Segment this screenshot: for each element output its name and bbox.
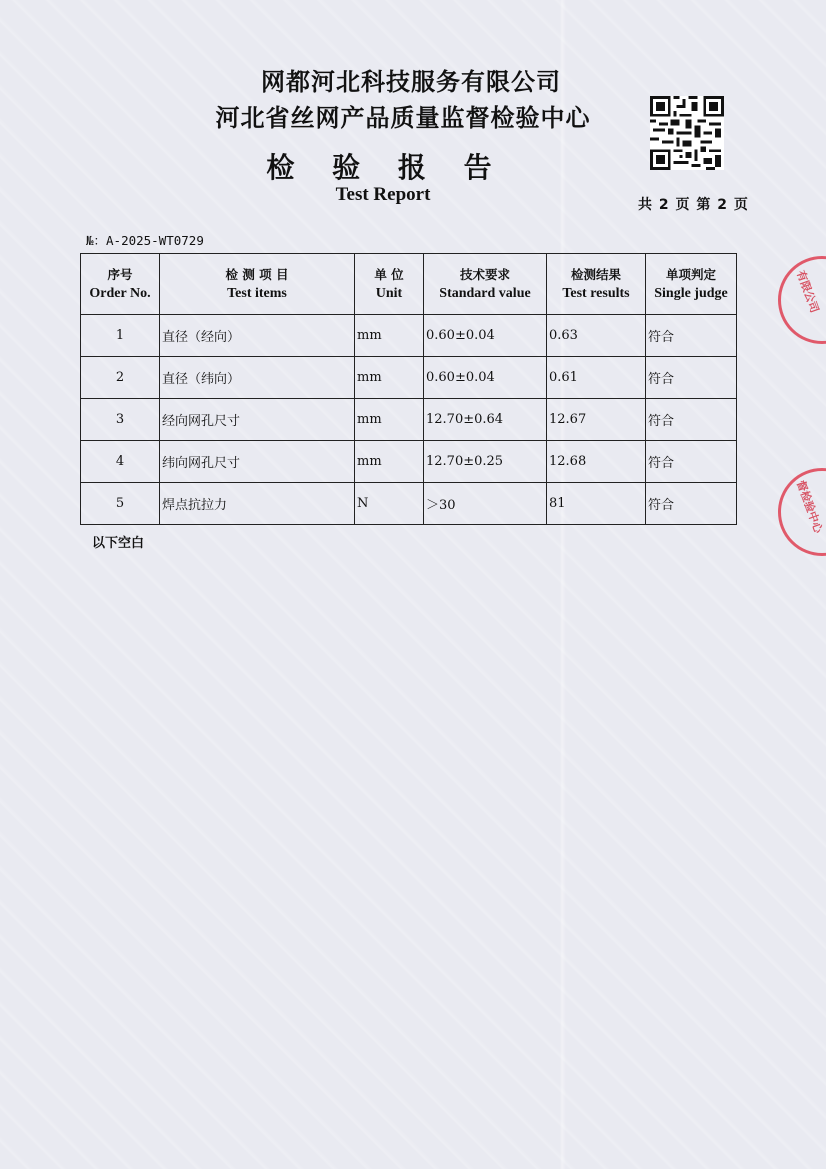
table-row xyxy=(81,315,737,357)
cell-test-item: 焊点抗拉力 xyxy=(160,483,355,525)
table-row xyxy=(81,441,737,483)
cell-unit: N xyxy=(355,483,424,525)
cell-judge: 符合 xyxy=(646,399,737,441)
cell-judge: 符合 xyxy=(646,357,737,399)
table-row xyxy=(81,399,737,441)
cell-unit: mm xyxy=(355,315,424,357)
cell-standard-value: ＞30 xyxy=(424,483,547,525)
cell-test-item: 纬向网孔尺寸 xyxy=(160,441,355,483)
report-title-en: Test Report xyxy=(335,184,431,205)
cell-test-result: 12.67 xyxy=(547,399,646,441)
inspection-center-name: 河北省丝网产品质量监督检验中心 xyxy=(215,104,591,132)
header-test-items: 检 测 项 目 Test items xyxy=(160,254,355,315)
qr-code-icon xyxy=(650,96,724,170)
cell-standard-value: 0.60±0.04 xyxy=(424,357,547,399)
cell-test-result: 12.68 xyxy=(547,441,646,483)
company-seal-text: 有限公司 xyxy=(793,268,822,315)
blank-below-note: 以下空白 xyxy=(92,536,145,551)
cell-order-no: 4 xyxy=(81,441,160,483)
cell-judge: 符合 xyxy=(646,441,737,483)
company-name: 网都河北科技服务有限公司 xyxy=(261,68,561,96)
cell-standard-value: 0.60±0.04 xyxy=(424,315,547,357)
report-number: №：A-2025-WT0729 xyxy=(86,233,204,248)
cell-order-no: 1 xyxy=(81,315,160,357)
header-single-judge: 单项判定 Single judge xyxy=(646,254,737,315)
cell-standard-value: 12.70±0.25 xyxy=(424,441,547,483)
cell-test-result: 0.63 xyxy=(547,315,646,357)
cell-test-item: 直径（纬向） xyxy=(160,357,355,399)
table-header-row xyxy=(81,254,737,315)
report-title-cn: 检 验 报 告 xyxy=(266,151,506,184)
header-order-no: 序号 Order No. xyxy=(81,254,160,315)
cell-test-item: 经向网孔尺寸 xyxy=(160,399,355,441)
inspection-center-seal-text: 督检验中心 xyxy=(793,478,825,535)
header-test-results: 检测结果 Test results xyxy=(547,254,646,315)
cell-unit: mm xyxy=(355,357,424,399)
cell-judge: 符合 xyxy=(646,315,737,357)
cell-test-result: 0.61 xyxy=(547,357,646,399)
table-row xyxy=(81,483,737,525)
header-standard-value: 技术要求 Standard value xyxy=(424,254,547,315)
cell-order-no: 3 xyxy=(81,399,160,441)
header-unit: 单 位 Unit xyxy=(355,254,424,315)
page-count: 共 2 页 第 2 页 xyxy=(638,197,749,213)
cell-unit: mm xyxy=(355,399,424,441)
cell-judge: 符合 xyxy=(646,483,737,525)
cell-test-result: 81 xyxy=(547,483,646,525)
cell-order-no: 2 xyxy=(81,357,160,399)
table-row xyxy=(81,357,737,399)
cell-order-no: 5 xyxy=(81,483,160,525)
cell-test-item: 直径（经向） xyxy=(160,315,355,357)
cell-unit: mm xyxy=(355,441,424,483)
test-results-table xyxy=(80,253,737,525)
cell-standard-value: 12.70±0.64 xyxy=(424,399,547,441)
